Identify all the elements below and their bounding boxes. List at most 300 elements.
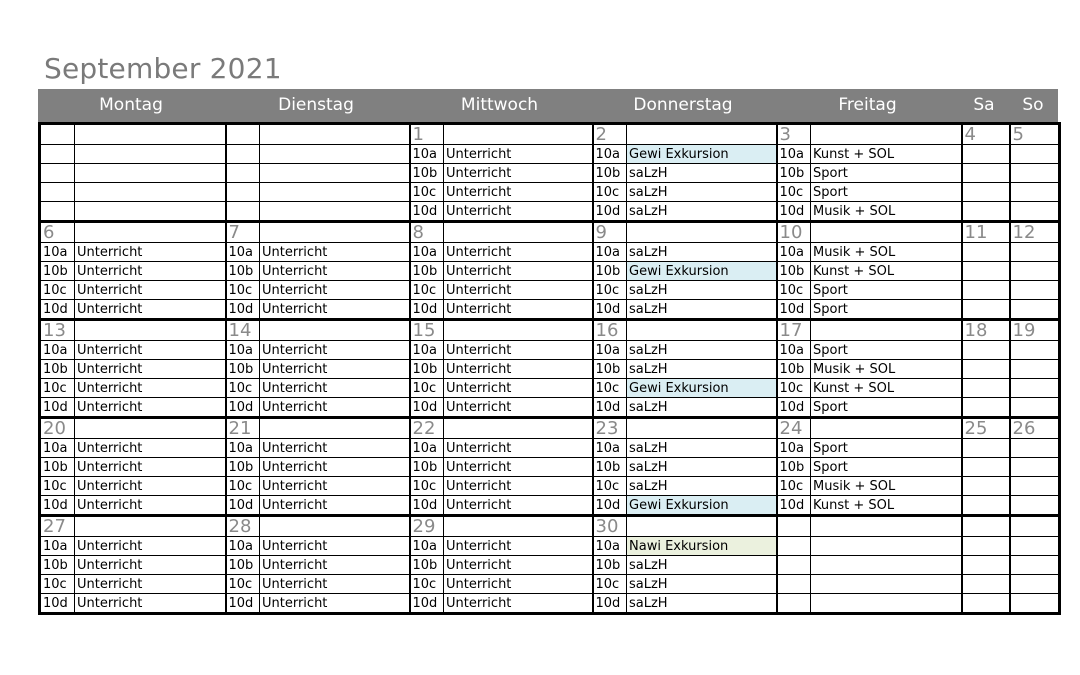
class-activity: saLzH — [627, 398, 777, 418]
weekend-cell — [962, 379, 1010, 398]
class-activity: saLzH — [627, 594, 777, 614]
day-header-blank — [811, 124, 962, 145]
class-code: 10c — [410, 575, 444, 594]
sunday-number: 5 — [1010, 124, 1060, 145]
class-code: 10a — [226, 439, 260, 458]
day-number: 24 — [777, 418, 811, 439]
class-code: 10b — [40, 458, 75, 477]
class-activity: Unterricht — [75, 341, 226, 360]
class-code: 10d — [40, 398, 75, 418]
empty-cell — [40, 183, 75, 202]
class-activity: Unterricht — [260, 281, 410, 300]
empty-cell — [260, 183, 410, 202]
class-code: 10c — [410, 379, 444, 398]
empty-cell — [260, 202, 410, 222]
weekend-cell — [962, 477, 1010, 496]
class-row — [40, 439, 1060, 458]
header-donnerstag: Donnerstag — [633, 95, 733, 115]
class-code: 10b — [777, 360, 811, 379]
class-code: 10a — [777, 145, 811, 164]
class-activity: Unterricht — [260, 300, 410, 320]
class-activity: saLzH — [627, 477, 777, 496]
class-activity: Gewi Exkursion — [627, 262, 777, 281]
empty-cell — [811, 575, 962, 594]
class-activity: Unterricht — [444, 458, 593, 477]
day-header-blank — [627, 222, 777, 243]
class-activity: Unterricht — [444, 594, 593, 614]
class-activity: Kunst + SOL — [811, 496, 962, 516]
class-code: 10d — [226, 300, 260, 320]
weekend-cell — [1010, 183, 1060, 202]
class-activity: Musik + SOL — [811, 360, 962, 379]
saturday-number — [962, 516, 1010, 537]
class-code: 10c — [226, 281, 260, 300]
class-activity: Kunst + SOL — [811, 145, 962, 164]
weekend-cell — [1010, 537, 1060, 556]
week-date-row — [40, 418, 1060, 439]
day-header-blank — [260, 222, 410, 243]
day-number: 3 — [777, 124, 811, 145]
class-row — [40, 575, 1060, 594]
class-code: 10c — [777, 477, 811, 496]
saturday-number: 11 — [962, 222, 1010, 243]
weekend-cell — [1010, 300, 1060, 320]
class-activity: Unterricht — [444, 145, 593, 164]
weekend-cell — [962, 496, 1010, 516]
empty-cell — [40, 164, 75, 183]
class-row — [40, 145, 1060, 164]
weekend-cell — [1010, 360, 1060, 379]
class-activity: Musik + SOL — [811, 477, 962, 496]
day-header-blank — [260, 124, 410, 145]
class-code: 10d — [593, 300, 627, 320]
day-number — [226, 124, 260, 145]
class-code: 10b — [410, 164, 444, 183]
class-activity: Unterricht — [444, 243, 593, 262]
day-header-blank — [811, 418, 962, 439]
class-activity: Unterricht — [260, 594, 410, 614]
weekend-cell — [1010, 458, 1060, 477]
class-code: 10b — [226, 360, 260, 379]
class-code: 10b — [410, 556, 444, 575]
class-row — [40, 594, 1060, 614]
class-code: 10d — [593, 594, 627, 614]
day-header-blank — [75, 418, 226, 439]
class-activity: Unterricht — [260, 556, 410, 575]
header-samstag: Sa — [973, 95, 995, 115]
day-number: 14 — [226, 320, 260, 341]
weekend-cell — [962, 183, 1010, 202]
class-activity: saLzH — [627, 360, 777, 379]
empty-cell — [75, 183, 226, 202]
day-number: 7 — [226, 222, 260, 243]
empty-cell — [75, 164, 226, 183]
class-code: 10b — [226, 262, 260, 281]
class-row — [40, 341, 1060, 360]
class-activity: saLzH — [627, 556, 777, 575]
class-activity: saLzH — [627, 202, 777, 222]
class-code: 10a — [226, 243, 260, 262]
class-activity: Sport — [811, 281, 962, 300]
class-row — [40, 164, 1060, 183]
class-activity: Unterricht — [75, 360, 226, 379]
class-code: 10d — [40, 496, 75, 516]
day-number: 22 — [410, 418, 444, 439]
page-title: September 2021 — [44, 52, 282, 85]
day-header-blank — [75, 124, 226, 145]
class-row — [40, 398, 1060, 418]
class-code: 10b — [226, 458, 260, 477]
weekend-cell — [1010, 262, 1060, 281]
class-code: 10a — [410, 145, 444, 164]
class-activity: saLzH — [627, 243, 777, 262]
week-date-row — [40, 222, 1060, 243]
class-activity: saLzH — [627, 439, 777, 458]
class-activity: Sport — [811, 341, 962, 360]
class-code: 10b — [410, 458, 444, 477]
class-code: 10b — [593, 164, 627, 183]
weekend-cell — [962, 202, 1010, 222]
class-activity: Unterricht — [444, 398, 593, 418]
class-code: 10c — [226, 477, 260, 496]
day-number: 16 — [593, 320, 627, 341]
day-header-blank — [811, 516, 962, 537]
class-code: 10d — [777, 300, 811, 320]
day-number: 30 — [593, 516, 627, 537]
class-row — [40, 300, 1060, 320]
class-activity: Unterricht — [75, 556, 226, 575]
weekend-cell — [1010, 341, 1060, 360]
empty-cell — [75, 145, 226, 164]
class-row — [40, 537, 1060, 556]
class-activity: Unterricht — [444, 477, 593, 496]
weekend-cell — [1010, 575, 1060, 594]
weekend-cell — [1010, 439, 1060, 458]
class-activity: Unterricht — [260, 496, 410, 516]
empty-cell — [777, 556, 811, 575]
day-number — [777, 516, 811, 537]
class-code: 10a — [40, 243, 75, 262]
weekday-header — [38, 89, 1058, 122]
day-number: 20 — [40, 418, 75, 439]
weekend-cell — [962, 575, 1010, 594]
class-activity: Unterricht — [260, 398, 410, 418]
empty-cell — [811, 556, 962, 575]
class-code: 10b — [593, 360, 627, 379]
class-code: 10c — [410, 183, 444, 202]
class-row — [40, 360, 1060, 379]
class-code: 10d — [410, 398, 444, 418]
class-activity: Unterricht — [75, 379, 226, 398]
header-montag: Montag — [99, 95, 163, 115]
saturday-number: 18 — [962, 320, 1010, 341]
class-activity: Unterricht — [444, 439, 593, 458]
class-activity: Gewi Exkursion — [627, 496, 777, 516]
day-header-blank — [260, 320, 410, 341]
class-code: 10a — [593, 145, 627, 164]
class-code: 10b — [777, 164, 811, 183]
day-header-blank — [260, 418, 410, 439]
weekend-cell — [962, 594, 1010, 614]
class-activity: Unterricht — [260, 243, 410, 262]
weekend-cell — [1010, 145, 1060, 164]
class-activity: Unterricht — [444, 360, 593, 379]
day-number: 17 — [777, 320, 811, 341]
sunday-number: 12 — [1010, 222, 1060, 243]
header-sonntag: So — [1022, 95, 1044, 115]
class-code: 10a — [777, 243, 811, 262]
empty-cell — [226, 202, 260, 222]
class-code: 10c — [40, 379, 75, 398]
class-row — [40, 477, 1060, 496]
class-code: 10d — [226, 594, 260, 614]
weekend-cell — [962, 262, 1010, 281]
sunday-number — [1010, 516, 1060, 537]
empty-cell — [777, 594, 811, 614]
header-mittwoch: Mittwoch — [460, 95, 539, 115]
class-row — [40, 202, 1060, 222]
weekend-cell — [1010, 556, 1060, 575]
empty-cell — [811, 594, 962, 614]
class-activity: Sport — [811, 164, 962, 183]
class-code: 10a — [40, 439, 75, 458]
class-code: 10b — [410, 262, 444, 281]
class-activity: Nawi Exkursion — [627, 537, 777, 556]
class-code: 10a — [226, 537, 260, 556]
class-activity: Unterricht — [444, 341, 593, 360]
class-code: 10c — [410, 477, 444, 496]
weekend-cell — [962, 243, 1010, 262]
weekend-cell — [962, 281, 1010, 300]
class-activity: Unterricht — [444, 262, 593, 281]
class-activity: Unterricht — [260, 439, 410, 458]
empty-cell — [75, 202, 226, 222]
class-row — [40, 262, 1060, 281]
class-code: 10d — [226, 398, 260, 418]
class-code: 10c — [226, 379, 260, 398]
weekend-cell — [962, 398, 1010, 418]
class-row — [40, 458, 1060, 477]
week-date-row — [40, 516, 1060, 537]
sunday-number: 19 — [1010, 320, 1060, 341]
weekend-cell — [1010, 594, 1060, 614]
week-date-row — [40, 320, 1060, 341]
class-code: 10a — [410, 439, 444, 458]
class-code: 10d — [593, 398, 627, 418]
class-code: 10c — [410, 281, 444, 300]
class-code: 10d — [777, 398, 811, 418]
class-activity: Musik + SOL — [811, 243, 962, 262]
class-code: 10d — [593, 496, 627, 516]
saturday-number: 4 — [962, 124, 1010, 145]
class-code: 10a — [410, 537, 444, 556]
class-activity: Unterricht — [260, 458, 410, 477]
weekend-cell — [1010, 477, 1060, 496]
weekend-cell — [962, 556, 1010, 575]
day-header-blank — [75, 222, 226, 243]
empty-cell — [777, 575, 811, 594]
empty-cell — [811, 537, 962, 556]
day-header-blank — [75, 516, 226, 537]
class-row — [40, 556, 1060, 575]
class-activity: saLzH — [627, 300, 777, 320]
class-activity: saLzH — [627, 341, 777, 360]
class-code: 10b — [40, 262, 75, 281]
day-header-blank — [627, 320, 777, 341]
day-header-blank — [444, 124, 593, 145]
weekend-cell — [962, 164, 1010, 183]
class-code: 10a — [593, 341, 627, 360]
empty-cell — [226, 183, 260, 202]
weekend-cell — [1010, 496, 1060, 516]
class-activity: Unterricht — [444, 537, 593, 556]
class-code: 10a — [593, 439, 627, 458]
class-activity: Unterricht — [444, 496, 593, 516]
sunday-number: 26 — [1010, 418, 1060, 439]
class-code: 10d — [410, 300, 444, 320]
class-activity: Unterricht — [260, 379, 410, 398]
weekend-cell — [962, 145, 1010, 164]
day-number: 10 — [777, 222, 811, 243]
class-code: 10c — [777, 183, 811, 202]
class-code: 10c — [40, 477, 75, 496]
class-activity: Unterricht — [260, 537, 410, 556]
class-activity: Unterricht — [444, 575, 593, 594]
class-activity: Sport — [811, 300, 962, 320]
class-code: 10b — [593, 556, 627, 575]
empty-cell — [40, 202, 75, 222]
empty-cell — [260, 164, 410, 183]
class-code: 10b — [593, 458, 627, 477]
day-header-blank — [444, 320, 593, 341]
week-date-row — [40, 124, 1060, 145]
class-code: 10a — [40, 537, 75, 556]
day-number: 29 — [410, 516, 444, 537]
header-dienstag: Dienstag — [278, 95, 354, 115]
class-code: 10c — [777, 281, 811, 300]
class-activity: Unterricht — [260, 575, 410, 594]
class-code: 10d — [410, 202, 444, 222]
class-activity: Unterricht — [260, 262, 410, 281]
weekend-cell — [962, 439, 1010, 458]
class-activity: Unterricht — [444, 281, 593, 300]
class-code: 10b — [40, 556, 75, 575]
class-row — [40, 183, 1060, 202]
day-number: 21 — [226, 418, 260, 439]
class-code: 10c — [40, 575, 75, 594]
class-row — [40, 281, 1060, 300]
day-header-blank — [444, 418, 593, 439]
class-activity: saLzH — [627, 458, 777, 477]
day-header-blank — [444, 516, 593, 537]
class-activity: Unterricht — [75, 281, 226, 300]
day-number: 9 — [593, 222, 627, 243]
class-activity: saLzH — [627, 164, 777, 183]
day-number: 13 — [40, 320, 75, 341]
class-activity: Unterricht — [75, 398, 226, 418]
class-code: 10a — [410, 341, 444, 360]
class-activity: Kunst + SOL — [811, 262, 962, 281]
class-code: 10c — [593, 379, 627, 398]
class-code: 10c — [593, 281, 627, 300]
class-code: 10b — [40, 360, 75, 379]
class-activity: saLzH — [627, 183, 777, 202]
class-code: 10a — [593, 243, 627, 262]
saturday-number: 25 — [962, 418, 1010, 439]
weekend-cell — [962, 458, 1010, 477]
empty-cell — [226, 164, 260, 183]
class-code: 10c — [593, 575, 627, 594]
class-activity: saLzH — [627, 281, 777, 300]
class-activity: Unterricht — [260, 360, 410, 379]
class-code: 10a — [410, 243, 444, 262]
class-activity: Unterricht — [75, 300, 226, 320]
day-number: 6 — [40, 222, 75, 243]
day-header-blank — [627, 124, 777, 145]
class-activity: Sport — [811, 439, 962, 458]
weekend-cell — [1010, 202, 1060, 222]
class-activity: Musik + SOL — [811, 202, 962, 222]
day-number: 1 — [410, 124, 444, 145]
calendar-grid — [38, 122, 1061, 615]
day-header-blank — [444, 222, 593, 243]
class-code: 10d — [40, 594, 75, 614]
class-activity: Sport — [811, 458, 962, 477]
class-activity: Unterricht — [260, 341, 410, 360]
class-code: 10d — [410, 496, 444, 516]
class-code: 10d — [593, 202, 627, 222]
class-code: 10a — [40, 341, 75, 360]
empty-cell — [777, 537, 811, 556]
class-code: 10b — [410, 360, 444, 379]
day-header-blank — [260, 516, 410, 537]
class-code: 10a — [777, 341, 811, 360]
class-activity: Unterricht — [444, 202, 593, 222]
class-activity: Unterricht — [444, 556, 593, 575]
weekend-cell — [1010, 243, 1060, 262]
class-activity: Unterricht — [444, 183, 593, 202]
day-number: 28 — [226, 516, 260, 537]
class-activity: Gewi Exkursion — [627, 145, 777, 164]
header-freitag: Freitag — [838, 95, 897, 115]
class-code: 10d — [777, 202, 811, 222]
day-number: 15 — [410, 320, 444, 341]
weekend-cell — [1010, 281, 1060, 300]
day-header-blank — [811, 320, 962, 341]
class-activity: Gewi Exkursion — [627, 379, 777, 398]
class-row — [40, 496, 1060, 516]
class-code: 10b — [593, 262, 627, 281]
class-activity: Unterricht — [75, 243, 226, 262]
class-activity: Unterricht — [75, 575, 226, 594]
class-code: 10d — [40, 300, 75, 320]
day-number: 27 — [40, 516, 75, 537]
class-code: 10b — [777, 458, 811, 477]
class-activity: Unterricht — [444, 379, 593, 398]
class-code: 10c — [593, 183, 627, 202]
class-activity: Sport — [811, 183, 962, 202]
class-activity: Unterricht — [75, 439, 226, 458]
class-row — [40, 379, 1060, 398]
class-code: 10d — [410, 594, 444, 614]
class-activity: Unterricht — [75, 262, 226, 281]
class-code: 10d — [226, 496, 260, 516]
class-activity: Sport — [811, 398, 962, 418]
class-code: 10c — [40, 281, 75, 300]
weekend-cell — [1010, 379, 1060, 398]
class-code: 10b — [777, 262, 811, 281]
class-code: 10c — [593, 477, 627, 496]
